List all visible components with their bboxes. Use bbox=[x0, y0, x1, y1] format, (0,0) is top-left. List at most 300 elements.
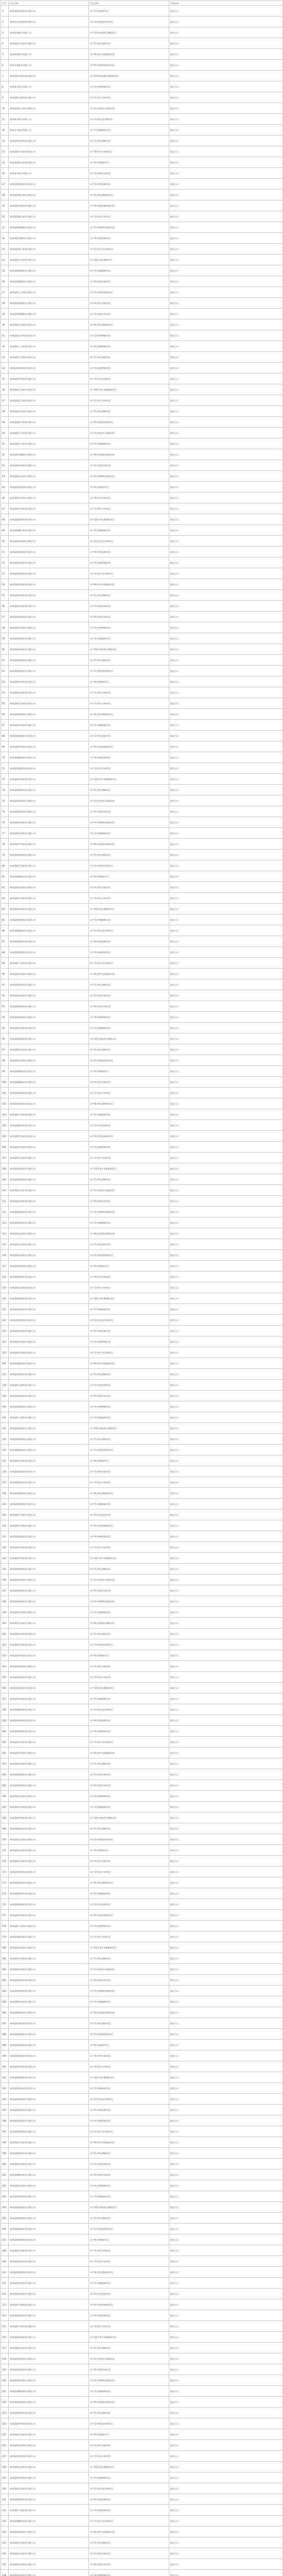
row-no: 34 bbox=[1, 363, 9, 374]
table-row bbox=[1, 1748, 283, 1758]
table-row bbox=[1, 1423, 283, 1434]
project-name: 年产6万吨纸板项目 bbox=[89, 1455, 169, 1466]
review-status: 通过公示 bbox=[169, 103, 283, 114]
row-no: 152 bbox=[1, 1639, 9, 1650]
project-name: 年产3万吨白卡纸项目 bbox=[89, 1282, 169, 1293]
review-status: 通过公示 bbox=[169, 493, 283, 503]
review-status: 通过公示 bbox=[169, 2083, 283, 2094]
table-row bbox=[1, 2516, 283, 2527]
project-name: 年产3万吨白卡纸项目 bbox=[89, 2256, 169, 2267]
review-status: 通过公示 bbox=[169, 1207, 283, 1217]
review-status: 通过公示 bbox=[169, 1466, 283, 1477]
project-name: 年产2万吨文化纸项目 bbox=[89, 1510, 169, 1520]
row-no: 50 bbox=[1, 536, 9, 547]
project-name: 年产5万吨瓦楞纸项目 bbox=[89, 2537, 169, 2548]
company-name: 杭州富阳胥口纸业有限公司 bbox=[9, 244, 89, 255]
company-name: 杭州富阳中联纸业有限公司 bbox=[9, 71, 89, 81]
project-name: 年产8万吨瓦楞原纸项目 bbox=[89, 1877, 169, 1888]
table-row bbox=[1, 990, 283, 1001]
row-no: 230 bbox=[1, 2483, 9, 2494]
table-row bbox=[1, 633, 283, 644]
company-name: 杭州富阳卜家纸业有限公司 bbox=[9, 1921, 89, 1931]
project-name: 年产5万吨白板纸项目 bbox=[89, 850, 169, 860]
company-name: 杭州富阳长兴纸业有限公司 bbox=[9, 438, 89, 449]
project-name: 年产2万吨包装用纸项目 bbox=[89, 1445, 169, 1455]
company-name: 杭州富阳屈家纸业有限公司 bbox=[9, 2159, 89, 2170]
company-name: 杭州富阳秦家纸业有限公司 bbox=[9, 1174, 89, 1185]
review-status: 通过公示 bbox=[169, 525, 283, 536]
review-status: 通过公示 bbox=[169, 1282, 283, 1293]
company-name: 杭州富阳殷家纸业有限公司 bbox=[9, 1423, 89, 1434]
review-status: 通过公示 bbox=[169, 1704, 283, 1715]
table-row bbox=[1, 666, 283, 676]
company-name: 杭州富阳路家纸业有限公司 bbox=[9, 1726, 89, 1737]
review-status: 通过公示 bbox=[169, 1304, 283, 1315]
review-status: 通过公示 bbox=[169, 698, 283, 709]
table-row bbox=[1, 1217, 283, 1228]
review-status: 通过公示 bbox=[169, 255, 283, 265]
row-no: 161 bbox=[1, 1737, 9, 1748]
review-status: 通过公示 bbox=[169, 871, 283, 882]
review-status: 通过公示 bbox=[169, 168, 283, 179]
table-row bbox=[1, 1077, 283, 1088]
table-row bbox=[1, 785, 283, 795]
project-name: 年产2万吨白板纸项目 bbox=[89, 38, 169, 49]
table-row bbox=[1, 557, 283, 568]
table-row bbox=[1, 1272, 283, 1282]
review-status: 通过公示 bbox=[169, 925, 283, 936]
row-no: 140 bbox=[1, 1510, 9, 1520]
company-name: 杭州富阳洪村纸业有限公司 bbox=[9, 1455, 89, 1466]
project-name: 年产5万吨瓦楞纸项目 bbox=[89, 785, 169, 795]
review-status: 通过公示 bbox=[169, 1845, 283, 1856]
review-status: 通过公示 bbox=[169, 752, 283, 763]
review-status: 通过公示 bbox=[169, 1867, 283, 1877]
project-name: 年产2万吨涂布纸项目 bbox=[89, 1380, 169, 1391]
header-project: 项目名称 bbox=[89, 1, 169, 6]
project-name: 年产2万吨涂布白板纸项目 bbox=[89, 795, 169, 806]
table-row bbox=[1, 752, 283, 763]
company-name: 杭州富阳金竹纸业有限公司 bbox=[9, 417, 89, 428]
company-name: 杭州富阳章家纸业有限公司 bbox=[9, 1574, 89, 1585]
table-row bbox=[1, 309, 283, 319]
row-no: 189 bbox=[1, 2040, 9, 2050]
project-name: 年产10万吨高档瓦楞纸项目 bbox=[89, 1423, 169, 1434]
company-name: 杭州富阳边家纸业有限公司 bbox=[9, 2462, 89, 2472]
row-no: 13 bbox=[1, 135, 9, 146]
review-status: 通过公示 bbox=[169, 904, 283, 914]
company-name: 杭州富阳翁家纸业有限公司 bbox=[9, 2213, 89, 2224]
row-no: 221 bbox=[1, 2386, 9, 2397]
row-no: 12 bbox=[1, 125, 9, 135]
company-name: 杭州富阳路村纸业有限公司 bbox=[9, 1931, 89, 1942]
review-status: 通过公示 bbox=[169, 1315, 283, 1326]
review-status: 通过公示 bbox=[169, 1553, 283, 1564]
table-row bbox=[1, 319, 283, 330]
table-row bbox=[1, 2126, 283, 2137]
company-name: 杭州富阳武家纸业有限公司 bbox=[9, 1326, 89, 1336]
table-row bbox=[1, 2386, 283, 2397]
row-no: 106 bbox=[1, 1142, 9, 1153]
review-status: 通过公示 bbox=[169, 1737, 283, 1748]
row-no: 195 bbox=[1, 2105, 9, 2115]
table-row bbox=[1, 2180, 283, 2191]
table-row bbox=[1, 374, 283, 384]
table-row bbox=[1, 655, 283, 666]
company-name: 杭州富阳甘家纸业有限公司 bbox=[9, 2245, 89, 2256]
review-status: 通过公示 bbox=[169, 1174, 283, 1185]
project-name: 年产20万吨牛皮纸项目 bbox=[89, 146, 169, 157]
company-name: 杭州富阳牟家纸业有限公司 bbox=[9, 1910, 89, 1921]
table-row bbox=[1, 1445, 283, 1455]
table-row bbox=[1, 1553, 283, 1564]
company-name: 杭州富阳横山纸业有限公司 bbox=[9, 525, 89, 536]
company-name: 杭州富阳鲍家纸业有限公司 bbox=[9, 871, 89, 882]
project-name: 年产3万吨卫生纸项目 bbox=[89, 92, 169, 103]
table-row bbox=[1, 1661, 283, 1672]
row-no: 186 bbox=[1, 2007, 9, 2018]
row-no: 181 bbox=[1, 1953, 9, 1964]
project-name: 年产5万吨瓦楞纸项目 bbox=[89, 1369, 169, 1380]
row-no: 16 bbox=[1, 168, 9, 179]
project-name: 年产6万吨包装纸项目 bbox=[89, 547, 169, 557]
table-row bbox=[1, 2040, 283, 2050]
review-status: 通过公示 bbox=[169, 1088, 283, 1098]
project-name: 年产6万吨纸板项目 bbox=[89, 871, 169, 882]
company-name: 杭州富阳裴家纸业有限公司 bbox=[9, 2115, 89, 2126]
project-name: 年产3万吨箱板纸项目 bbox=[89, 1607, 169, 1618]
table-row bbox=[1, 265, 283, 276]
project-name: 年产3万吨箱板纸项目 bbox=[89, 828, 169, 839]
project-name: 年产2万吨文化用纸项目 bbox=[89, 925, 169, 936]
row-no: 172 bbox=[1, 1856, 9, 1867]
table-row bbox=[1, 81, 283, 92]
review-status: 通过公示 bbox=[169, 1693, 283, 1704]
table-row bbox=[1, 601, 283, 612]
company-name: 杭州富阳赖家纸业有限公司 bbox=[9, 1358, 89, 1369]
row-no: 67 bbox=[1, 720, 9, 731]
row-no: 116 bbox=[1, 1250, 9, 1261]
project-name: 年产3万吨箱板纸项目 bbox=[89, 633, 169, 644]
table-row bbox=[1, 1315, 283, 1326]
review-status: 通过公示 bbox=[169, 114, 283, 125]
table-row bbox=[1, 27, 283, 38]
company-name: 杭州富阳丁家纸业有限公司 bbox=[9, 958, 89, 969]
row-no: 21 bbox=[1, 222, 9, 233]
project-name: 年产2万吨涂布纸项目 bbox=[89, 1769, 169, 1780]
review-status: 通过公示 bbox=[169, 1715, 283, 1726]
row-no: 202 bbox=[1, 2180, 9, 2191]
company-name: 杭州富阳王家纸业有限公司 bbox=[9, 384, 89, 395]
project-name: 年产8万吨牛皮箱板纸项目 bbox=[89, 1748, 169, 1758]
company-name: 杭州富阳颜家纸业有限公司 bbox=[9, 1488, 89, 1499]
review-status: 通过公示 bbox=[169, 731, 283, 741]
review-status: 通过公示 bbox=[169, 1423, 283, 1434]
row-no: 87 bbox=[1, 936, 9, 947]
review-status: 通过公示 bbox=[169, 1347, 283, 1358]
company-name: 杭州富阳袁家纸业有限公司 bbox=[9, 990, 89, 1001]
project-name: 年产4万吨特种纸项目 bbox=[89, 2180, 169, 2191]
company-name: 杭州富阳凌家纸业有限公司 bbox=[9, 1975, 89, 1986]
row-no: 219 bbox=[1, 2364, 9, 2375]
company-name: 杭州富阳芦家纸业有限公司 bbox=[9, 1542, 89, 1553]
row-no: 96 bbox=[1, 1033, 9, 1044]
review-status: 通过公示 bbox=[169, 817, 283, 828]
project-name: 年产2万吨包装用纸项目 bbox=[89, 860, 169, 871]
table-row bbox=[1, 1737, 283, 1748]
project-name: 年产4万吨特种纸项目 bbox=[89, 622, 169, 633]
company-name: 杭州富阳乔家纸业有限公司 bbox=[9, 1336, 89, 1347]
row-no: 84 bbox=[1, 904, 9, 914]
project-name: 年产5万吨白板纸项目 bbox=[89, 352, 169, 363]
table-row bbox=[1, 2007, 283, 2018]
review-status: 通过公示 bbox=[169, 2137, 283, 2148]
project-name: 年产8万吨瓦楞原纸项目 bbox=[89, 2267, 169, 2278]
row-no: 169 bbox=[1, 1823, 9, 1834]
company-name: 杭州富阳钟家纸业有限公司 bbox=[9, 1272, 89, 1282]
project-name: 年产5万吨箱纸板项目 bbox=[89, 914, 169, 925]
table-row bbox=[1, 1239, 283, 1250]
review-status: 通过公示 bbox=[169, 709, 283, 720]
project-name: 年产10万吨瓦楞原纸项目 bbox=[89, 904, 169, 914]
table-row bbox=[1, 255, 283, 265]
project-name: 年产8万吨牛皮箱板纸项目 bbox=[89, 579, 169, 590]
row-no: 115 bbox=[1, 1239, 9, 1250]
table-row bbox=[1, 2408, 283, 2418]
project-name: 年产3万吨卫生纸项目 bbox=[89, 1542, 169, 1553]
project-name: 年产3万吨再生纸项目 bbox=[89, 309, 169, 319]
project-name: 年产2万吨涂布纸项目 bbox=[89, 2548, 169, 2559]
table-row bbox=[1, 547, 283, 557]
company-name: 杭州富阳向家纸业有限公司 bbox=[9, 1693, 89, 1704]
company-name: 杭州富阳严村纸业有限公司 bbox=[9, 1510, 89, 1520]
table-row bbox=[1, 568, 283, 579]
review-status: 通过公示 bbox=[169, 384, 283, 395]
project-name: 年产4万吨纸管纸项目 bbox=[89, 2505, 169, 2516]
project-name: 年产5万吨箱纸板项目 bbox=[89, 1888, 169, 1899]
review-status: 通过公示 bbox=[169, 2040, 283, 2050]
project-name: 年产8万吨高强瓦楞纸项目 bbox=[89, 839, 169, 850]
project-name: 年产5万吨瓦楞纸项目 bbox=[89, 1564, 169, 1574]
review-status: 通过公示 bbox=[169, 1834, 283, 1845]
row-no: 168 bbox=[1, 1812, 9, 1823]
row-no: 137 bbox=[1, 1477, 9, 1488]
row-no: 113 bbox=[1, 1217, 9, 1228]
row-no: 118 bbox=[1, 1272, 9, 1282]
table-row bbox=[1, 1823, 283, 1834]
review-status: 通过公示 bbox=[169, 244, 283, 255]
row-no: 66 bbox=[1, 709, 9, 720]
project-name: 年产10万吨高档瓦楞纸项目 bbox=[89, 1812, 169, 1823]
company-name: 杭州富阳安顶纸业有限公司 bbox=[9, 536, 89, 547]
row-no: 150 bbox=[1, 1618, 9, 1629]
project-name: 年产2万吨文化用纸项目 bbox=[89, 536, 169, 547]
row-no: 104 bbox=[1, 1120, 9, 1131]
review-status: 通过公示 bbox=[169, 2364, 283, 2375]
row-no: 28 bbox=[1, 298, 9, 309]
company-name: 杭州富阳中埠纸业有限公司 bbox=[9, 503, 89, 514]
table-row bbox=[1, 1607, 283, 1618]
row-no: 92 bbox=[1, 990, 9, 1001]
table-row bbox=[1, 60, 283, 71]
company-name: 杭州富阳柯家纸业有限公司 bbox=[9, 2332, 89, 2343]
review-status: 通过公示 bbox=[169, 720, 283, 731]
project-name: 年产3万吨卫生纸项目 bbox=[89, 1153, 169, 1163]
review-status: 通过公示 bbox=[169, 557, 283, 568]
row-no: 197 bbox=[1, 2126, 9, 2137]
review-status: 通过公示 bbox=[169, 2527, 283, 2537]
company-name: 杭州富阳葛家纸业有限公司 bbox=[9, 1596, 89, 1607]
table-row bbox=[1, 2483, 283, 2494]
row-no: 80 bbox=[1, 860, 9, 871]
review-status: 通过公示 bbox=[169, 1877, 283, 1888]
table-row bbox=[1, 406, 283, 417]
row-no: 107 bbox=[1, 1153, 9, 1163]
project-name: 年产2万吨文化纸项目 bbox=[89, 731, 169, 741]
row-no: 6 bbox=[1, 60, 9, 71]
project-name: 年产6万吨再生纸项目 bbox=[89, 1001, 169, 1012]
row-no: 11 bbox=[1, 114, 9, 125]
table-row bbox=[1, 1845, 283, 1856]
company-name: 杭州富阳常家纸业有限公司 bbox=[9, 1315, 89, 1326]
row-no: 200 bbox=[1, 2159, 9, 2170]
company-name: 杭州富阳兴达纸业有限公司 bbox=[9, 38, 89, 49]
review-status: 通过公示 bbox=[169, 2170, 283, 2180]
row-no: 100 bbox=[1, 1077, 9, 1088]
company-name: 杭州富阳夏家纸业有限公司 bbox=[9, 806, 89, 817]
review-status: 通过公示 bbox=[169, 1726, 283, 1737]
project-name: 年产2万吨包装用纸项目 bbox=[89, 2224, 169, 2234]
project-name: 年产2万吨文化纸项目 bbox=[89, 2289, 169, 2299]
row-no: 149 bbox=[1, 1607, 9, 1618]
review-status: 通过公示 bbox=[169, 547, 283, 557]
company-name: 杭州富阳曲家纸业有限公司 bbox=[9, 2072, 89, 2083]
table-row bbox=[1, 1986, 283, 1996]
company-name: 杭州富阳大青纸业有限公司 bbox=[9, 352, 89, 363]
row-no: 62 bbox=[1, 666, 9, 676]
company-name: 杭州富阳龚家纸业有限公司 bbox=[9, 1369, 89, 1380]
table-row bbox=[1, 2548, 283, 2559]
review-status: 通过公示 bbox=[169, 2299, 283, 2310]
project-name: 年产8万吨牛皮箱板纸项目 bbox=[89, 1358, 169, 1369]
review-status: 通过公示 bbox=[169, 1964, 283, 1975]
review-status: 通过公示 bbox=[169, 1185, 283, 1196]
row-no: 174 bbox=[1, 1877, 9, 1888]
table-row bbox=[1, 2429, 283, 2440]
review-status: 通过公示 bbox=[169, 1975, 283, 1986]
table-row bbox=[1, 1542, 283, 1553]
company-name: 杭州富阳朱家纸业有限公司 bbox=[9, 557, 89, 568]
row-no: 156 bbox=[1, 1683, 9, 1693]
project-name: 年产3万吨卫生纸项目 bbox=[89, 763, 169, 774]
company-name: 杭州富阳齐家纸业有限公司 bbox=[9, 1748, 89, 1758]
table-row bbox=[1, 1098, 283, 1109]
row-no: 73 bbox=[1, 785, 9, 795]
table-row bbox=[1, 2224, 283, 2234]
table-row bbox=[1, 49, 283, 60]
review-status: 通过公示 bbox=[169, 1391, 283, 1401]
table-row bbox=[1, 146, 283, 157]
table-row bbox=[1, 2375, 283, 2386]
review-status: 通过公示 bbox=[169, 1986, 283, 1996]
company-name: 杭州富阳毛家纸业有限公司 bbox=[9, 1131, 89, 1142]
table-row bbox=[1, 1834, 283, 1845]
review-status: 通过公示 bbox=[169, 893, 283, 904]
company-name: 杭州富阳鲁家纸业有限公司 bbox=[9, 1585, 89, 1596]
table-row bbox=[1, 795, 283, 806]
row-no: 65 bbox=[1, 698, 9, 709]
row-no: 231 bbox=[1, 2494, 9, 2505]
table-row bbox=[1, 1812, 283, 1823]
review-status: 通过公示 bbox=[169, 428, 283, 438]
project-name: 年产8万吨瓦楞原纸项目 bbox=[89, 1488, 169, 1499]
company-name: 杭州春江纸业有限公司 bbox=[9, 81, 89, 92]
review-status: 通过公示 bbox=[169, 622, 283, 633]
row-no: 226 bbox=[1, 2440, 9, 2451]
company-name: 杭州富阳霍家纸业有限公司 bbox=[9, 2202, 89, 2213]
table-row bbox=[1, 1023, 283, 1033]
table-row bbox=[1, 1412, 283, 1423]
table-row bbox=[1, 1055, 283, 1066]
review-status: 通过公示 bbox=[169, 1672, 283, 1683]
row-no: 94 bbox=[1, 1012, 9, 1023]
project-name: 年产3万吨箱板纸项目 bbox=[89, 1217, 169, 1228]
project-name: 年产6万吨再生纸项目 bbox=[89, 1975, 169, 1986]
review-status: 通过公示 bbox=[169, 2440, 283, 2451]
company-name: 杭州富阳舒家纸业有限公司 bbox=[9, 1888, 89, 1899]
row-no: 185 bbox=[1, 1996, 9, 2007]
table-row bbox=[1, 1131, 283, 1142]
project-name: 年产8万吨瓦楞原纸项目 bbox=[89, 1098, 169, 1109]
table-row bbox=[1, 200, 283, 211]
row-no: 55 bbox=[1, 590, 9, 601]
table-row bbox=[1, 190, 283, 200]
project-name: 年产5万吨箱纸板项目 bbox=[89, 2278, 169, 2289]
company-name: 杭州富阳渔山纸业有限公司 bbox=[9, 190, 89, 200]
project-name: 年产6万吨再生纸项目 bbox=[89, 2364, 169, 2375]
row-no: 69 bbox=[1, 741, 9, 752]
row-no: 145 bbox=[1, 1564, 9, 1574]
company-name: 杭州富阳龙家纸业有限公司 bbox=[9, 1228, 89, 1239]
review-status: 通过公示 bbox=[169, 1899, 283, 1910]
row-no: 3 bbox=[1, 27, 9, 38]
table-row bbox=[1, 1758, 283, 1769]
table-row bbox=[1, 514, 283, 525]
review-status: 通过公示 bbox=[169, 2472, 283, 2483]
project-name: 年产5万吨白板纸项目 bbox=[89, 2408, 169, 2418]
project-name: 年产5万吨白板纸项目 bbox=[89, 2213, 169, 2224]
table-row bbox=[1, 1596, 283, 1607]
project-name: 年产6万吨包装纸板项目 bbox=[89, 2299, 169, 2310]
project-name: 年产8万吨瓦楞原纸项目 bbox=[89, 709, 169, 720]
project-name: 年产5万吨白板纸项目 bbox=[89, 1044, 169, 1055]
table-row bbox=[1, 676, 283, 687]
project-name: 年产2万吨文化纸项目 bbox=[89, 1899, 169, 1910]
review-status: 通过公示 bbox=[169, 1434, 283, 1445]
table-row bbox=[1, 525, 283, 536]
table-row bbox=[1, 2299, 283, 2310]
row-no: 175 bbox=[1, 1888, 9, 1899]
review-status: 通过公示 bbox=[169, 2462, 283, 2472]
table-row bbox=[1, 1672, 283, 1683]
review-status: 通过公示 bbox=[169, 612, 283, 622]
table-row bbox=[1, 1401, 283, 1412]
table-row bbox=[1, 287, 283, 298]
review-status: 通过公示 bbox=[169, 309, 283, 319]
company-name: 杭州富阳余家纸业有限公司 bbox=[9, 904, 89, 914]
row-no: 29 bbox=[1, 309, 9, 319]
table-row bbox=[1, 2505, 283, 2516]
